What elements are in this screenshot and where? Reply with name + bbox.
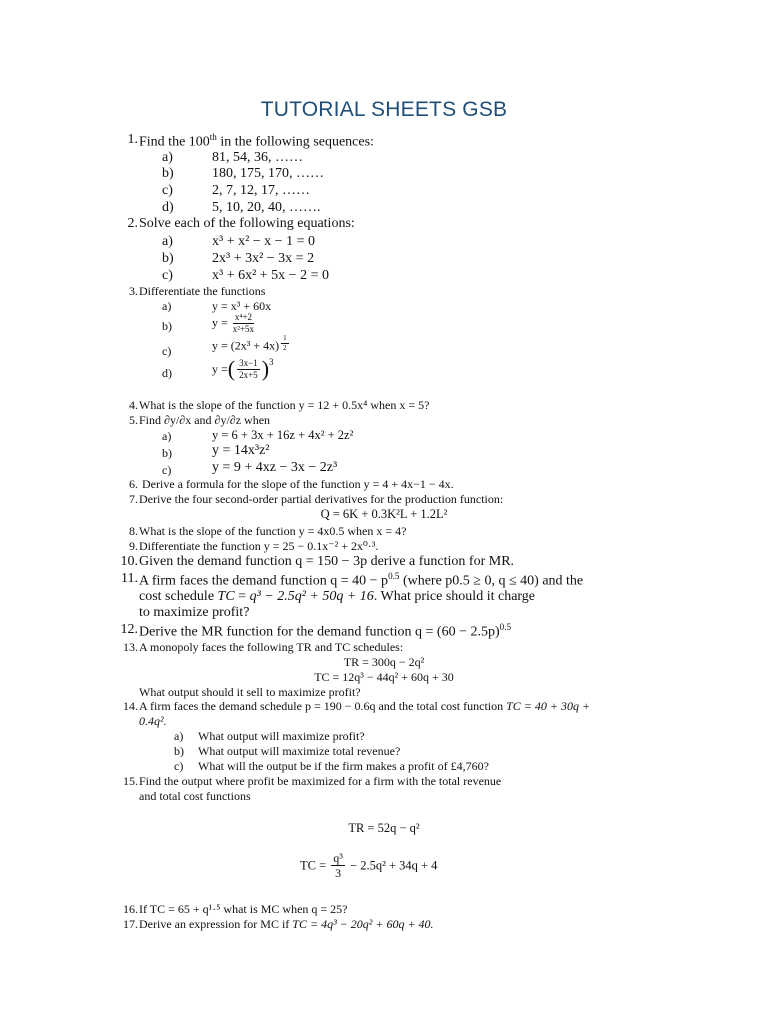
item-text: What will the output be if the firm makes a profit of £4,760? [198, 759, 489, 773]
item-label: b) [174, 744, 184, 758]
item-equation: x³ + x² − x − 1 = 0 [212, 234, 315, 249]
item-label: a) [162, 299, 172, 313]
question-text: Differentiate the function y = 25 − 0.1x⁻² + 2x⁰·³. [139, 539, 379, 553]
item-label: a) [162, 234, 173, 249]
item-equation: y = 6 + 3x + 16z + 4x² + 2z² [212, 428, 354, 442]
tc-function: TC = $\frac{\text{q³}}{3}$ − 2.5q² + 34q + 4 [300, 851, 438, 880]
question-text: Given the demand function q = 150 − 3p derive a function for MR. [139, 554, 515, 569]
question-number: 1. [127, 132, 138, 147]
question-text: and total cost functions [139, 789, 251, 803]
question-text: If TC = 65 + q¹·⁵ what is MC when q = 25? [139, 902, 348, 916]
item-equation: x³ + 6x² + 5x − 2 = 0 [212, 268, 329, 283]
item-label: b) [162, 251, 174, 266]
question-text: to maximize profit? [139, 605, 250, 620]
question-text: cost schedule TC = q³ − 2.5q² + 50q + 16. What price should it charge [139, 589, 536, 604]
question-number: 6. [129, 477, 138, 491]
item-label: b) [162, 166, 174, 181]
question-number: 8. [129, 524, 138, 538]
question-text: Derive an expression for MC if TC = 4q³ − 20q² + 60q + 40. [139, 917, 434, 931]
item-label: a) [162, 150, 173, 165]
question-number: 9. [129, 539, 138, 553]
question-text: 0.4q². [139, 714, 167, 728]
item-label: d) [162, 200, 174, 215]
question-text: Derive the MR function for the demand function $q = (60 - 2.5p)^{0.5}$ [139, 622, 512, 640]
item-text: 5, 10, 20, 40, ……. [212, 200, 321, 215]
item-equation: y = $\frac{\text{x⁴+2}}{\text{x²+5x}}$ [212, 312, 255, 334]
question-number: 10. [120, 554, 138, 569]
item-equation: y = 9 + 4xz − 3x − 2z³ [212, 460, 338, 475]
question-text: What output should it sell to maximize profit? [139, 685, 361, 699]
question-text: A firm faces the demand schedule p = 190 − 0.6q and the total cost function TC = 40 + 30q + [139, 699, 591, 713]
question-number: 3. [129, 284, 138, 298]
question-text: Find the 100th in the following sequences: [139, 132, 374, 150]
item-label: c) [162, 463, 172, 477]
question-text: Derive the four second-order partial derivatives for the production function: [139, 492, 504, 506]
question-text: Find the output where profit be maximized for a firm with the total revenue [139, 774, 502, 788]
question-number: 16. [123, 902, 138, 916]
question-text: Solve each of the following equations: [139, 216, 355, 231]
item-equation: 2x³ + 3x² − 3x = 2 [212, 251, 315, 266]
item-label: d) [162, 366, 172, 380]
question-number: 5. [129, 413, 138, 427]
question-text: Derive a formula for the slope of the function y = 4 + 4x−1 − 4x. [142, 477, 454, 491]
item-equation: y = 14x³z² [212, 443, 270, 458]
item-label: c) [162, 344, 172, 358]
question-number: 14. [123, 699, 138, 713]
question-text: What is the slope of the function y = 12 + 0.5x⁴ when x = 5? [139, 398, 430, 412]
production-function-formula: Q = 6K + 0.3K²L + 1.2L² [320, 507, 448, 521]
item-label: a) [162, 429, 172, 443]
question-text: A monopoly faces the following TR and TC schedules: [139, 640, 404, 654]
item-text: 180, 175, 170, …… [212, 166, 324, 181]
item-label: c) [162, 268, 173, 283]
tr-schedule: TR = 300q − 2q² [343, 655, 425, 669]
question-number: 15. [123, 774, 138, 788]
item-equation: y = x³ + 60x [212, 299, 272, 313]
item-label: b) [162, 319, 172, 333]
question-number: 7. [129, 492, 138, 506]
question-number: 11. [121, 571, 138, 586]
item-label: c) [174, 759, 184, 773]
question-text: Differentiate the functions [139, 284, 266, 298]
item-label: b) [162, 446, 172, 460]
item-text: 81, 54, 36, …… [212, 150, 303, 165]
item-equation: y = (2x³ + 4x) $\frac{1}{2}$ [212, 334, 287, 353]
question-text: A firm faces the demand function $q = 40 - p^{0.5}$ (where p0.5 ≥ 0, q ≤ 40) and the [139, 571, 584, 589]
question-number: 12. [120, 622, 138, 637]
item-text: 2, 7, 12, 17, …… [212, 183, 310, 198]
item-text: What output will maximize profit? [198, 729, 365, 743]
tc-schedule: TC = 12q³ − 44q² + 60q + 30 [314, 670, 454, 684]
question-number: 17. [123, 917, 138, 931]
item-equation: y =( $\frac{3x-1}{2x+5}$ )$^3$ [212, 356, 274, 381]
question-text: Find ∂y/∂x and ∂y/∂z when [139, 413, 271, 427]
question-number: 2. [127, 216, 138, 231]
question-number: 4. [129, 398, 138, 412]
tr-function: TR = 52q − q² [348, 821, 420, 835]
question-number: 13. [123, 640, 138, 654]
item-text: What output will maximize total revenue? [198, 744, 401, 758]
page-title: TUTORIAL SHEETS GSB [260, 98, 508, 121]
item-label: a) [174, 729, 184, 743]
item-label: c) [162, 183, 173, 198]
question-text: What is the slope of the function y = 4x0.5 when x = 4? [139, 524, 407, 538]
